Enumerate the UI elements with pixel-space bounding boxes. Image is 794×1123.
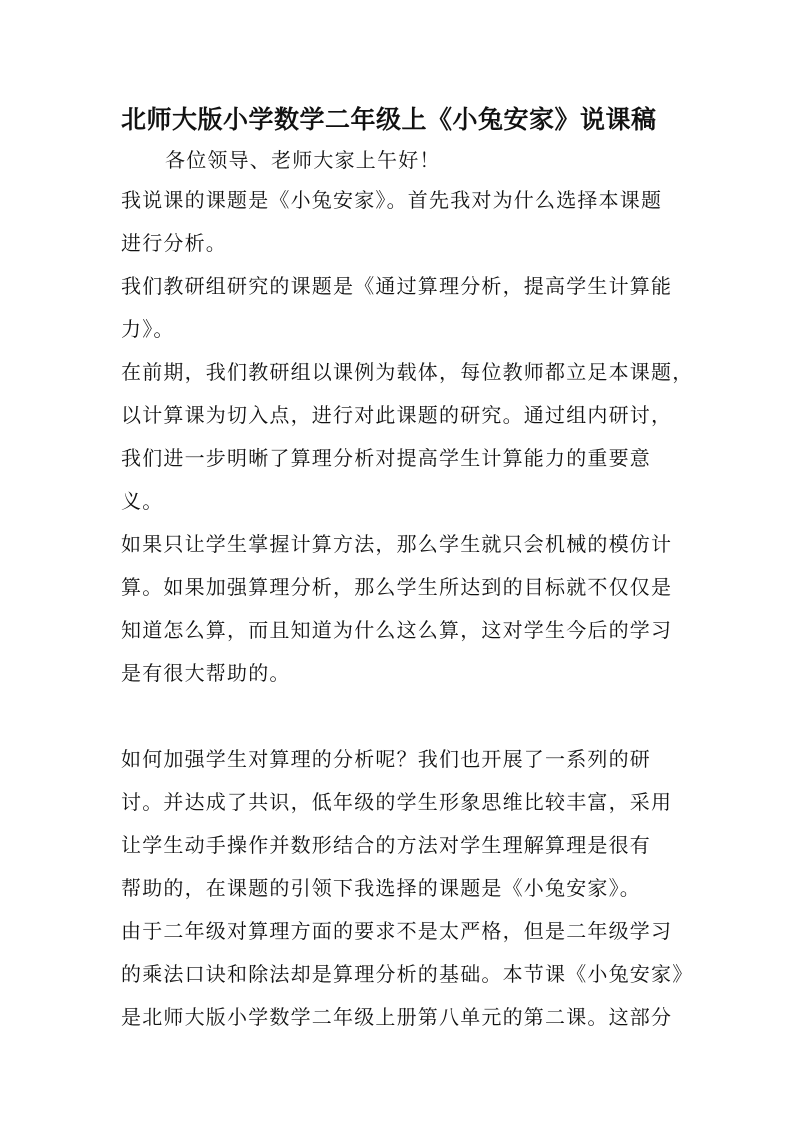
paragraph-line: 进行分析。	[121, 231, 227, 255]
paragraph-line: 是北师大版小学数学二年级上册第八单元的第二课。这部分	[121, 1005, 673, 1029]
paragraph-line: 的乘法口诀和除法却是算理分析的基础。本节课《小兔安家》	[121, 962, 694, 986]
paragraph-line: 如何加强学生对算理的分析呢？我们也开展了一系列的研	[121, 747, 651, 771]
paragraph-line: 帮助的，在课题的引领下我选择的课题是《小兔安家》。	[121, 876, 641, 900]
paragraph-line: 以计算课为切入点，进行对此课题的研究。通过组内研讨，	[121, 403, 673, 427]
paragraph-line: 由于二年级对算理方面的要求不是太严格，但是二年级学习	[121, 919, 673, 943]
paragraph-line: 我们进一步明晰了算理分析对提高学生计算能力的重要意	[121, 446, 651, 470]
paragraph-line: 知道怎么算，而且知道为什么这么算，这对学生今后的学习	[121, 618, 673, 642]
paragraph-line: 讨。并达成了共识，低年级的学生形象思维比较丰富，采用	[121, 790, 673, 814]
paragraph-line: 力》。	[121, 317, 175, 341]
paragraph-line: 我们教研组研究的课题是《通过算理分析，提高学生计算能	[121, 274, 673, 298]
paragraph-line: 如果只让学生掌握计算方法，那么学生就只会机械的模仿计	[121, 532, 673, 556]
paragraph-line: 算。如果加强算理分析，那么学生所达到的目标就不仅仅是	[121, 575, 673, 599]
paragraph-line: 在前期，我们教研组以课例为载体，每位教师都立足本课题，	[121, 360, 694, 384]
paragraph-line: 我说课的课题是《小兔安家》。首先我对为什么选择本课题	[121, 188, 663, 212]
document-title: 北师大版小学数学二年级上《小兔安家》说课稿	[121, 105, 657, 134]
paragraph-line: 义。	[121, 489, 164, 513]
paragraph-line: 让学生动手操作并数形结合的方法对学生理解算理是很有	[121, 833, 651, 857]
greeting-line: 各位领导、老师大家上午好！	[165, 148, 441, 172]
paragraph-line: 是有很大帮助的。	[121, 661, 291, 685]
